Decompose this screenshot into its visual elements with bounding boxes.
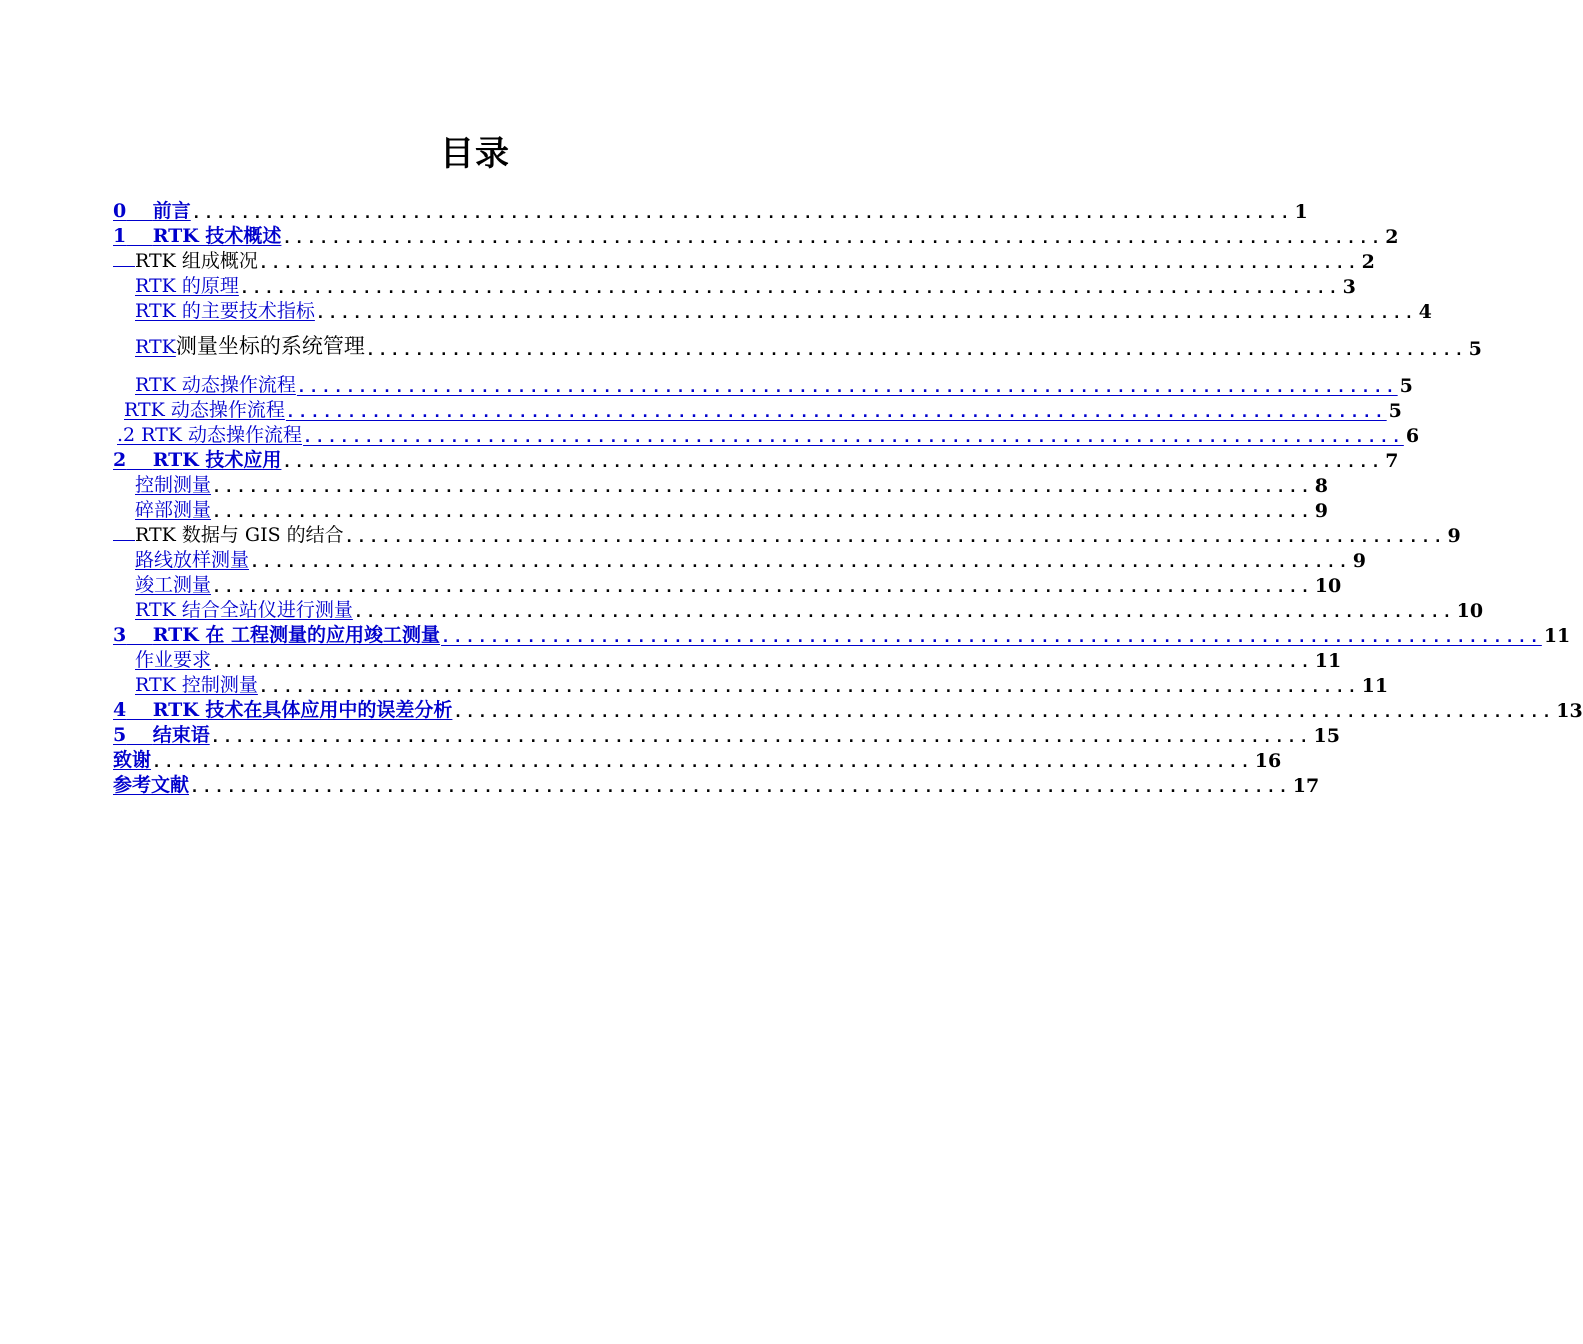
dot-leader: .......................................................................................... xyxy=(282,229,1384,247)
toc-entry-label[interactable]: 5 结束语 xyxy=(113,724,210,746)
dot-leader: .......................................................................................... xyxy=(285,403,1387,421)
toc-page-number: 1 xyxy=(1294,201,1308,223)
toc-entry[interactable] xyxy=(113,647,1342,672)
dot-leader: .......................................................................................... xyxy=(353,603,1455,621)
toc-entry-label[interactable]: 碎部测量 xyxy=(135,499,212,521)
dot-leader: .......................................................................................... xyxy=(212,478,1313,496)
dot-leader: .......................................................................................... xyxy=(258,678,1360,696)
toc-page-number: 2 xyxy=(1361,251,1375,273)
toc-entry-label[interactable]: RTK 组成概况 xyxy=(113,246,258,273)
toc-page-number: 5 xyxy=(1388,400,1402,422)
toc-entry[interactable] xyxy=(113,223,1399,248)
toc-entry-label[interactable]: 1 RTK 技术概述 xyxy=(113,225,282,247)
toc-entry[interactable] xyxy=(113,422,1420,447)
toc-entry[interactable] xyxy=(113,323,1482,360)
dot-leader: .......................................................................................... xyxy=(441,628,1542,646)
dot-leader: .......................................................................................... xyxy=(315,304,1417,322)
toc-entry[interactable] xyxy=(113,722,1340,747)
table-of-contents xyxy=(113,198,1583,797)
toc-page-number: 15 xyxy=(1313,725,1340,747)
toc-page-number: 7 xyxy=(1385,450,1399,472)
toc-entry-label[interactable]: 0 前言 xyxy=(113,200,191,222)
toc-entry-label[interactable]: 作业要求 xyxy=(135,649,212,671)
toc-entry-label[interactable]: 4 RTK 技术在具体应用中的误差分析 xyxy=(113,699,453,721)
toc-entry-label[interactable]: 3 RTK 在 工程测量的应用竣工测量 xyxy=(113,624,441,646)
dot-leader: .......................................................................................... xyxy=(365,341,1467,359)
dot-leader: .......................................................................................... xyxy=(212,503,1313,521)
toc-page-number: 9 xyxy=(1352,550,1367,572)
toc-entry[interactable] xyxy=(113,672,1389,697)
toc-entry[interactable] xyxy=(113,572,1342,597)
dot-leader: .......................................................................................... xyxy=(258,254,1360,272)
toc-page-number: 6 xyxy=(1405,425,1420,447)
dot-leader: .......................................................................................... xyxy=(191,204,1293,222)
toc-entry-label[interactable]: 路线放样测量 xyxy=(135,549,250,571)
toc-entry-label[interactable]: 竣工测量 xyxy=(135,574,212,596)
toc-page-number: 8 xyxy=(1314,475,1329,497)
toc-page-number: 5 xyxy=(1399,375,1413,397)
dot-leader: .......................................................................................... xyxy=(212,578,1313,596)
toc-page-number: 11 xyxy=(1361,675,1389,697)
toc-entry-label[interactable]: 参考文献 xyxy=(113,774,190,796)
dot-leader: .......................................................................................... xyxy=(190,778,1291,796)
dot-leader: .......................................................................................... xyxy=(212,653,1313,671)
dot-leader: .......................................................................................... xyxy=(344,528,1446,546)
toc-page-number: 17 xyxy=(1292,775,1320,797)
toc-entry[interactable] xyxy=(113,522,1461,547)
dot-leader: .......................................................................................... xyxy=(453,703,1555,721)
toc-entry-label[interactable]: RTK 结合全站仪进行测量 xyxy=(135,599,353,621)
dot-leader: .......................................................................................... xyxy=(152,753,1253,771)
toc-entry[interactable] xyxy=(113,248,1375,273)
toc-entry[interactable] xyxy=(113,472,1329,497)
toc-entry[interactable] xyxy=(113,772,1320,797)
toc-page-number: 5 xyxy=(1468,338,1482,360)
toc-page-number: 16 xyxy=(1254,750,1282,772)
toc-entry[interactable] xyxy=(113,360,1413,397)
dot-leader: .......................................................................................... xyxy=(210,728,1312,746)
toc-entry-label[interactable]: RTK 控制测量 xyxy=(135,674,258,696)
toc-entry-label[interactable]: 致谢 xyxy=(113,749,152,771)
dot-leader: .......................................................................................... xyxy=(303,428,1404,446)
toc-entry[interactable] xyxy=(113,198,1308,223)
toc-entry[interactable] xyxy=(113,397,1402,422)
toc-entry[interactable] xyxy=(113,447,1399,472)
toc-page-number: 4 xyxy=(1418,301,1432,323)
toc-entry-label[interactable]: 2 RTK 技术应用 xyxy=(113,449,282,471)
toc-entry[interactable] xyxy=(113,747,1282,772)
toc-entry-label[interactable]: RTK 动态操作流程 xyxy=(124,399,285,421)
toc-entry[interactable] xyxy=(113,298,1432,323)
toc-entry-label[interactable]: RTK 的原理 xyxy=(135,275,239,297)
toc-entry[interactable] xyxy=(113,622,1571,647)
toc-entry-label[interactable]: RTK测量坐标的系统管理 xyxy=(135,334,365,358)
page-title: 目录 xyxy=(440,134,510,174)
toc-entry-label[interactable]: RTK 的主要技术指标 xyxy=(135,300,315,322)
toc-entry[interactable] xyxy=(113,597,1484,622)
toc-page-number: 2 xyxy=(1385,226,1399,248)
dot-leader: .......................................................................................... xyxy=(250,553,1351,571)
toc-entry-label[interactable]: RTK 动态操作流程 xyxy=(135,374,296,396)
toc-page-number: 3 xyxy=(1342,276,1356,298)
toc-page-number: 13 xyxy=(1556,700,1583,722)
toc-entry[interactable] xyxy=(113,497,1329,522)
toc-page-number: 9 xyxy=(1314,500,1329,522)
toc-page-number: 10 xyxy=(1456,600,1484,622)
toc-entry[interactable] xyxy=(113,273,1356,298)
toc-entry-label[interactable]: .2 RTK 动态操作流程 xyxy=(117,424,303,446)
dot-leader: .......................................................................................... xyxy=(282,453,1384,471)
dot-leader: .......................................................................................... xyxy=(296,378,1398,396)
toc-entry[interactable] xyxy=(113,547,1367,572)
toc-page-number: 11 xyxy=(1314,650,1342,672)
toc-page-number: 10 xyxy=(1314,575,1342,597)
toc-entry-label[interactable]: RTK 数据与 GIS 的结合 xyxy=(113,520,344,547)
toc-entry-label[interactable]: 控制测量 xyxy=(135,474,212,496)
toc-page-number: 9 xyxy=(1447,525,1461,547)
dot-leader: .......................................................................................... xyxy=(239,279,1341,297)
toc-page-number: 11 xyxy=(1543,625,1571,647)
toc-entry[interactable] xyxy=(113,697,1583,722)
